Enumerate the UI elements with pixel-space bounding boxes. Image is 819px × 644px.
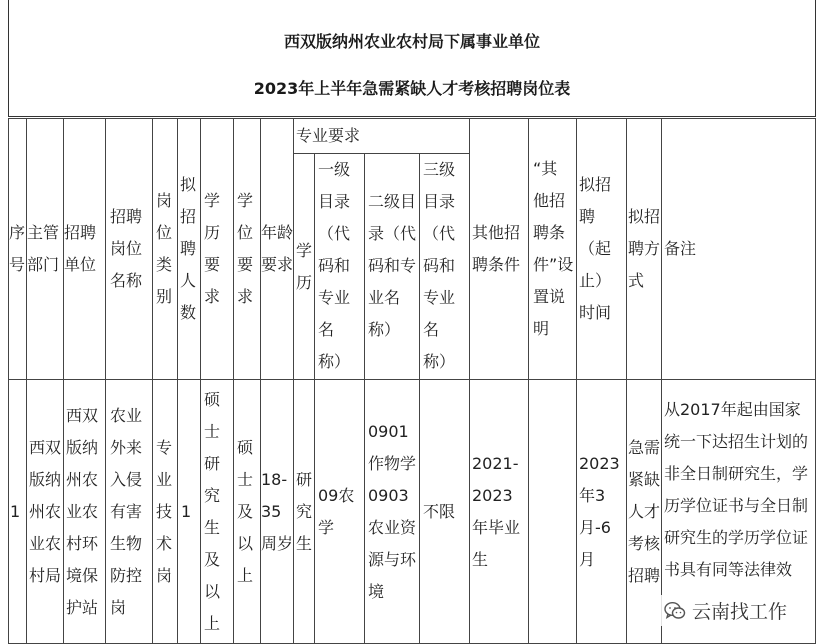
row-education: 硕士研究生及以上 bbox=[200, 379, 234, 644]
row-dept: 西双版纳州农业农村局 bbox=[26, 379, 64, 644]
header-major-edu: 学历 bbox=[293, 153, 315, 380]
header-degree: 学位要求 bbox=[233, 118, 261, 380]
row-other-note bbox=[528, 379, 577, 644]
header-dept: 主管部门 bbox=[26, 118, 64, 380]
header-post-name: 招聘岗位名称 bbox=[105, 118, 153, 380]
row-major-l2: 0901作物学0903农业资源与环境 bbox=[364, 379, 420, 644]
header-remark: 备注 bbox=[661, 118, 816, 380]
header-major-l2: 二级目录（代码和专业名称） bbox=[364, 153, 420, 380]
header-seq: 序号 bbox=[8, 118, 27, 380]
header-method: 拟招聘方式 bbox=[626, 118, 662, 380]
header-other-note: “其他招聘条件”设置说明 bbox=[528, 118, 577, 380]
row-time: 2023年3月-6月 bbox=[576, 379, 627, 644]
row-method: 急需紧缺人才考核招聘 bbox=[626, 379, 662, 644]
header-unit: 招聘单位 bbox=[63, 118, 106, 380]
title-line-1: 西双版纳州农业农村局下属事业单位 bbox=[283, 32, 540, 51]
wechat-icon bbox=[664, 601, 686, 621]
row-remark: 从2017年起由国家统一下达招生计划的非全日制研究生，学历学位证书与全日制研究生的学历学位证书具有同等法律效 bbox=[661, 379, 816, 644]
row-seq: 1 bbox=[8, 379, 27, 644]
row-post-name: 农业外来入侵有害生物防控岗 bbox=[105, 379, 153, 644]
header-post-type: 岗位类别 bbox=[152, 118, 178, 380]
row-major-l3: 不限 bbox=[419, 379, 470, 644]
header-other: 其他招聘条件 bbox=[469, 118, 529, 380]
title-line-2: 2023年上半年急需紧缺人才考核招聘岗位表 bbox=[253, 79, 571, 98]
header-education: 学历要求 bbox=[200, 118, 234, 380]
table-title bbox=[8, 0, 816, 117]
row-count: 1 bbox=[177, 379, 201, 644]
header-major-group: 专业要求 bbox=[293, 118, 470, 154]
watermark-text: 云南找工作 bbox=[692, 601, 788, 623]
row-degree: 硕士及以上 bbox=[233, 379, 261, 644]
row-major-edu: 研究生 bbox=[293, 379, 315, 644]
header-age: 年龄要求 bbox=[260, 118, 294, 380]
row-major-l1: 09农学 bbox=[314, 379, 365, 644]
watermark bbox=[660, 595, 791, 626]
row-other: 2021-2023年毕业生 bbox=[469, 379, 529, 644]
header-time: 拟招聘（起止）时间 bbox=[576, 118, 627, 380]
header-major-l3: 三级目录（代码和专业名称） bbox=[419, 153, 470, 380]
row-post-type: 专业技术岗 bbox=[152, 379, 178, 644]
row-unit: 西双版纳州农业农村环境保护站 bbox=[63, 379, 106, 644]
header-major-l1: 一级目录（代码和专业名称） bbox=[314, 153, 365, 380]
row-age: 18-35周岁 bbox=[260, 379, 294, 644]
header-count: 拟招聘人数 bbox=[177, 118, 201, 380]
